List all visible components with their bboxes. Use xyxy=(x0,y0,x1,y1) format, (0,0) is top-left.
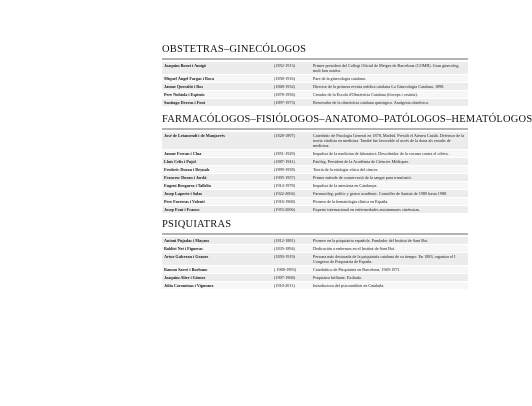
section-gap xyxy=(162,107,468,114)
table-row xyxy=(162,158,468,166)
table-row xyxy=(162,245,468,253)
person-name: Artur Galceran i Granes xyxy=(164,254,209,259)
section-farmacologos xyxy=(162,114,532,214)
person-description: Creador de la Escola d'Obstetrícia Catalana (fòrceps i cesària). xyxy=(313,92,418,97)
person-description: Renovador de la obstetrícia catalana quirúrgica. Analgesia obstètrica. xyxy=(313,100,429,105)
person-name: Joaquim Alier i Gómez xyxy=(164,275,206,280)
person-years: ( 1900-1993) xyxy=(274,267,296,272)
person-name: Ramon Sarró i Burbano xyxy=(164,267,208,272)
person-description: Dedicación a enfermos en el Institut de Sant Boi. xyxy=(313,246,396,251)
person-description: Impulsor de la anestesia en Catalunya. xyxy=(313,183,378,188)
table-row xyxy=(162,282,468,290)
person-years: (1835-1894) xyxy=(274,246,295,251)
person-name: Júlia Corominas i Vigneaux xyxy=(164,283,214,288)
person-name: Joaquim Bonet i Amigó xyxy=(164,63,206,68)
section-title: PSIQUIATRAS xyxy=(162,219,232,230)
person-description: Introductora del psicoanálisis en Cataluña. xyxy=(313,283,385,288)
section-title: OBSTETRAS–GINECÓLOGOS xyxy=(162,44,307,55)
person-description: Catedràtic de Patologia General en 1878, Madrid. Presidi el Ateneu Català. Defensor de la teoria vitalista en medicina. També fue favorable al accés de la dona als estudis de medicina. xyxy=(313,133,465,148)
table-row xyxy=(162,198,468,206)
person-years: (1851-1929) xyxy=(274,151,295,156)
content-column xyxy=(162,44,532,290)
section-psiquiatras xyxy=(162,219,468,290)
person-name: Antoni Pujadas i Mayans xyxy=(164,238,210,243)
person-years: (1852-1913) xyxy=(274,63,295,68)
person-years: (1910-2011) xyxy=(274,283,295,288)
person-description: Psiquiatra brillante. Exiliado. xyxy=(313,275,363,280)
table-row xyxy=(162,132,468,150)
person-name: Baldiri Net i Figueras xyxy=(164,246,203,251)
person-years: (1850-1919) xyxy=(274,254,295,259)
table-row xyxy=(162,182,468,190)
person-description: Catedrático de Psiquiatría en Barcelona, 1949-1971. xyxy=(313,267,401,272)
person-name: Josep Laporte i Salas xyxy=(164,191,203,196)
table-row xyxy=(162,237,468,245)
table-row xyxy=(162,274,468,282)
person-years: (1914-1978) xyxy=(274,183,295,188)
table-row xyxy=(162,62,468,75)
table-row xyxy=(162,253,468,266)
person-name: José de Letamendi i de Manjarrés xyxy=(164,133,225,138)
section-rule xyxy=(162,233,468,235)
person-description: Pionero en la psiquiatria española. Fundador del Institut de Sant Boi. xyxy=(313,238,429,243)
section-rule xyxy=(162,128,468,130)
person-description: Experto internacional en enfermedades autoinmunes sistémicas. xyxy=(313,207,421,212)
person-description: Persona más destacada de la psiquiatría catalana de su tiempo. En 1883, organiza el I Congreso de Psiquiatría de España. xyxy=(313,254,456,264)
person-name: Josep Font i Franco xyxy=(164,207,200,212)
person-description: Pionero de la hematologia clínica en España. xyxy=(313,199,389,204)
person-name: Jaume Queraltó i Ros xyxy=(164,84,203,89)
section-obstetras xyxy=(162,44,468,107)
table-row xyxy=(162,75,468,83)
section-title: FARMACÓLOGOS–FISIÓLOGOS–ANATOMO–PATÓLOGOS–HEMATÓLOGOS xyxy=(162,114,532,125)
table-row xyxy=(162,206,468,214)
person-name: Santiago Dexeus i Font xyxy=(164,100,206,105)
person-name: Pere Nubiola i Espinós xyxy=(164,92,205,97)
table-row xyxy=(162,266,468,274)
person-name: Lluís Celis i Pujol xyxy=(164,159,196,164)
person-years: (1907-1968) xyxy=(274,275,295,280)
table-row xyxy=(162,190,468,198)
table-row xyxy=(162,174,468,182)
table-row xyxy=(162,83,468,91)
person-years: (1922-2004) xyxy=(274,191,295,196)
person-name: Frederic Duran i Reynals xyxy=(164,167,210,172)
table-row xyxy=(162,99,468,107)
table-row xyxy=(162,91,468,99)
person-description: Primer president del Collegi Oficial de Metges de Barcelona (COMB). Gran ginecoleg, molt bon orador. xyxy=(313,63,460,73)
person-name: Eugeni Brugarea i Tallelia xyxy=(164,183,211,188)
person-years: (1868-1932) xyxy=(274,84,295,89)
person-description: Director de la primera revista mèdica catalana La Ginecologia Catalana, 1898. xyxy=(313,84,445,89)
person-years: (1899-1958) xyxy=(274,167,295,172)
table-row xyxy=(162,166,468,174)
person-years: (1828-1897) xyxy=(274,133,295,138)
person-years: (1953-2006) xyxy=(274,207,295,212)
person-name: Jaume Ferran i Clua xyxy=(164,151,202,156)
person-years: (1897-1973) xyxy=(274,100,295,105)
person-years: (1905-1957) xyxy=(274,175,295,180)
person-years: (1887-1941) xyxy=(274,159,295,164)
person-name: Miquel Àngel Fargas i Roca xyxy=(164,76,215,81)
person-description: Pare de la ginecologia catalana. xyxy=(313,76,366,81)
person-description: Impulsor de la medicina de laboratori; Descobridor de la vacuna contra el còlera. xyxy=(313,151,449,156)
person-description: Teoria de la etiologia vírica del càncer. xyxy=(313,167,378,172)
person-description: Farmacòleg, polític y gestor acadèmic. Conseller de Sanitat de 1980 hasta 1988. xyxy=(313,191,448,196)
person-description: Primer mètode de conservació de la sangre para transfusió. xyxy=(313,175,412,180)
person-years: (1916-1968) xyxy=(274,199,295,204)
person-years: (1812-1881) xyxy=(274,238,295,243)
person-years: (1858-1916) xyxy=(274,76,295,81)
person-name: Francesc Duran i Jordà xyxy=(164,175,207,180)
section-rule xyxy=(162,58,468,60)
person-years: (1878-1956) xyxy=(274,92,295,97)
person-description: Patòleg. President de la Acadèmia de Ciències Mèdiques. xyxy=(313,159,410,164)
person-name: Pere Farreras i Valentí xyxy=(164,199,205,204)
table-row xyxy=(162,150,468,158)
